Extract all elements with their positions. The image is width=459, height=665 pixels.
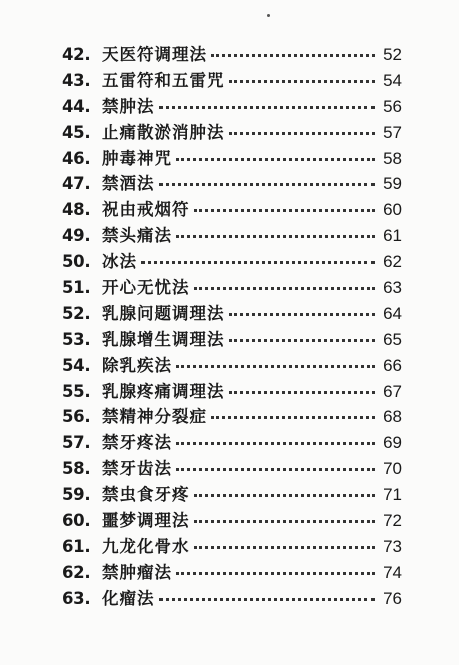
entry-title: 禁牙齿法 — [102, 459, 172, 479]
entry-number: 57. — [62, 433, 91, 453]
toc-entry[interactable] — [62, 120, 402, 146]
entry-page: 61 — [383, 226, 402, 246]
toc-entry[interactable] — [62, 586, 402, 612]
dot-leader — [211, 416, 375, 419]
entry-title: 禁肿法 — [102, 96, 155, 116]
entry-page: 74 — [383, 562, 402, 582]
entry-page: 62 — [383, 252, 402, 272]
toc-entry[interactable] — [62, 508, 402, 534]
dot-leader — [229, 80, 376, 83]
dot-leader — [159, 106, 376, 109]
toc-entry[interactable] — [62, 327, 402, 353]
entry-number: 42. — [62, 45, 91, 64]
entry-number: 47. — [62, 174, 91, 194]
entry-number: 43. — [62, 70, 91, 90]
entry-number: 55. — [62, 381, 91, 401]
entry-page: 69 — [383, 433, 402, 453]
toc-entry[interactable] — [62, 275, 402, 301]
entry-number: 56. — [62, 407, 91, 427]
entry-title: 止痛散淤消肿法 — [102, 122, 225, 142]
entry-page: 58 — [383, 148, 402, 168]
dot-leader — [229, 313, 376, 316]
entry-page: 71 — [383, 485, 402, 505]
entry-title: 除乳疾法 — [102, 355, 172, 375]
entry-number: 52. — [62, 303, 91, 323]
toc-entry[interactable] — [62, 560, 402, 586]
toc-entry[interactable] — [62, 482, 402, 508]
toc-entry[interactable] — [62, 42, 402, 68]
entry-title: 祝由戒烟符 — [102, 200, 190, 220]
dot-leader — [176, 572, 375, 575]
entry-page: 52 — [383, 45, 402, 64]
entry-title: 化瘤法 — [102, 588, 155, 608]
entry-number: 61. — [62, 536, 91, 556]
entry-title: 开心无忧法 — [102, 278, 190, 298]
entry-page: 70 — [383, 459, 402, 479]
dot-leader — [141, 261, 375, 264]
toc-entry[interactable] — [62, 534, 402, 560]
entry-number: 54. — [62, 355, 91, 375]
entry-title: 乳腺疼痛调理法 — [102, 381, 225, 401]
dot-leader — [176, 442, 375, 445]
entry-number: 44. — [62, 96, 91, 116]
entry-page: 66 — [383, 355, 402, 375]
entry-title: 禁头痛法 — [102, 226, 172, 246]
dot-leader — [194, 520, 376, 523]
entry-title: 禁牙疼法 — [102, 433, 172, 453]
entry-page: 63 — [383, 278, 402, 298]
entry-page: 56 — [383, 96, 402, 116]
entry-title: 肿毒神咒 — [102, 148, 172, 168]
entry-page: 68 — [383, 407, 402, 427]
entry-title: 乳腺增生调理法 — [102, 329, 225, 349]
dot-leader — [229, 132, 376, 135]
toc-entry[interactable] — [62, 404, 402, 430]
toc-entry[interactable] — [62, 146, 402, 172]
toc-entry[interactable] — [62, 249, 402, 275]
dot-leader — [211, 54, 375, 57]
entry-number: 63. — [62, 588, 91, 608]
entry-title: 九龙化骨水 — [102, 536, 190, 556]
dot-leader — [194, 494, 376, 497]
table-of-contents — [62, 42, 402, 612]
entry-title: 禁酒法 — [102, 174, 155, 194]
entry-page: 67 — [383, 381, 402, 401]
entry-number: 53. — [62, 329, 91, 349]
dot-leader — [194, 546, 376, 549]
entry-title: 噩梦调理法 — [102, 511, 190, 531]
entry-number: 58. — [62, 459, 91, 479]
dot-leader — [194, 209, 376, 212]
entry-title: 禁肿瘤法 — [102, 562, 172, 582]
toc-entry[interactable] — [62, 353, 402, 379]
toc-entry[interactable] — [62, 379, 402, 405]
entry-number: 48. — [62, 200, 91, 220]
toc-entry[interactable] — [62, 68, 402, 94]
toc-entry[interactable] — [62, 223, 402, 249]
entry-title: 禁虫食牙疼 — [102, 485, 190, 505]
entry-number: 46. — [62, 148, 91, 168]
toc-entry[interactable] — [62, 456, 402, 482]
entry-page: 57 — [383, 122, 402, 142]
toc-entry[interactable] — [62, 171, 402, 197]
entry-title: 乳腺问题调理法 — [102, 303, 225, 323]
dot-leader — [176, 158, 375, 161]
entry-page: 65 — [383, 329, 402, 349]
entry-page: 54 — [383, 70, 402, 90]
entry-page: 73 — [383, 536, 402, 556]
dot-leader — [159, 598, 376, 601]
dot-leader — [176, 365, 375, 368]
dot-leader — [159, 183, 376, 186]
toc-entry[interactable] — [62, 301, 402, 327]
dot-leader — [229, 391, 376, 394]
entry-number: 60. — [62, 511, 91, 531]
entry-title: 禁精神分裂症 — [102, 407, 207, 427]
dot-leader — [176, 468, 375, 471]
entry-number: 49. — [62, 226, 91, 246]
dot-leader — [176, 235, 375, 238]
entry-number: 51. — [62, 278, 91, 298]
dot-leader — [229, 339, 376, 342]
entry-title: 五雷符和五雷咒 — [102, 70, 225, 90]
toc-entry[interactable] — [62, 430, 402, 456]
entry-page: 64 — [383, 303, 402, 323]
scan-speck — [267, 14, 270, 17]
entry-page: 59 — [383, 174, 402, 194]
entry-number: 59. — [62, 485, 91, 505]
entry-title: 天医符调理法 — [102, 45, 207, 64]
toc-entry[interactable] — [62, 197, 402, 223]
entry-number: 45. — [62, 122, 91, 142]
toc-entry[interactable] — [62, 94, 402, 120]
dot-leader — [194, 287, 376, 290]
entry-page: 76 — [383, 588, 402, 608]
entry-number: 50. — [62, 252, 91, 272]
entry-number: 62. — [62, 562, 91, 582]
entry-page: 72 — [383, 511, 402, 531]
entry-title: 冰法 — [102, 252, 137, 272]
entry-page: 60 — [383, 200, 402, 220]
